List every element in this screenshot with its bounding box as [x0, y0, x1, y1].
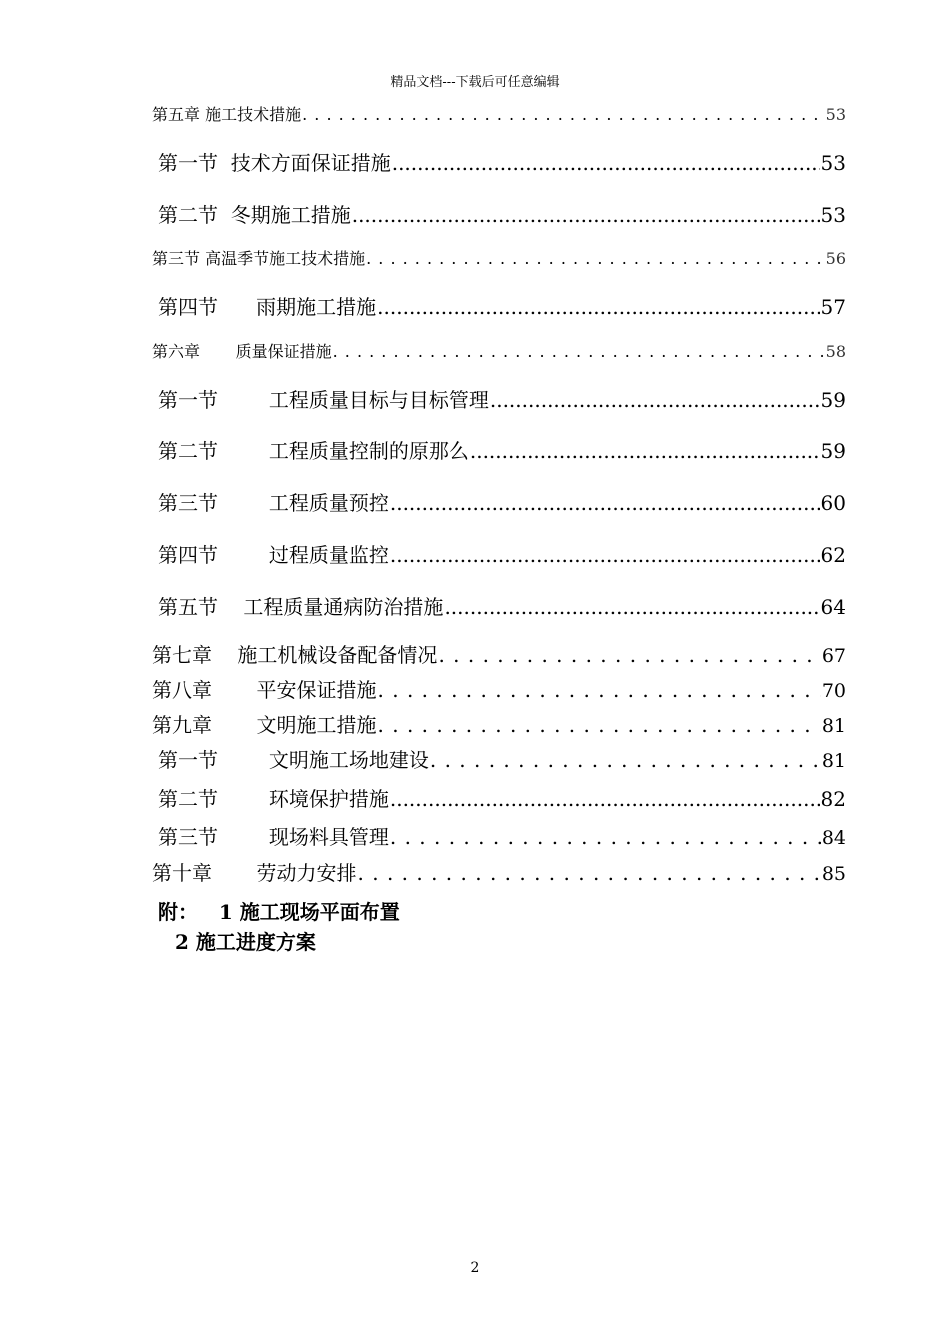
toc-leader-dots	[352, 203, 820, 227]
toc-leader-dots	[470, 439, 820, 463]
toc-entry-label: 第四节 雨期施工措施	[158, 295, 377, 319]
appendix-line-2: 2 施工进度方案	[175, 930, 316, 954]
page-header: 精品文档---下载后可任意编辑	[390, 75, 560, 90]
toc-leader-dots	[378, 713, 821, 737]
toc-entry-label: 第四节 过程质量监控	[158, 543, 389, 567]
toc-entry[interactable]	[152, 674, 846, 703]
toc-entry-label: 第九章 文明施工措施	[152, 713, 377, 737]
toc-entry-label: 第一节 技术方面保证措施	[158, 151, 391, 175]
toc-entry-label: 第二节 环境保护措施	[158, 787, 389, 811]
toc-entry-label: 第十章 劳动力安排	[152, 861, 357, 885]
page-number: 2	[470, 1260, 480, 1276]
toc-entry[interactable]	[158, 821, 846, 850]
toc-entry[interactable]	[158, 435, 846, 464]
toc-entry-page: 62	[820, 543, 846, 567]
toc-entry-label: 第五节 工程质量通病防治措施	[158, 595, 444, 619]
toc-leader-dots	[390, 825, 821, 849]
toc-entry-page: 59	[820, 388, 846, 412]
toc-entry-page: 84	[821, 827, 846, 849]
toc-entry[interactable]	[152, 339, 846, 362]
toc-entry-label: 第六章 质量保证措施	[152, 342, 332, 361]
toc-leader-dots	[358, 861, 821, 885]
toc-entry-page: 58	[825, 342, 846, 361]
toc-entry[interactable]	[158, 384, 846, 413]
toc-entry-page: 53	[820, 203, 846, 227]
toc-entry[interactable]	[158, 744, 846, 773]
toc-entry-page: 53	[825, 105, 846, 124]
toc-entry-label: 第八章 平安保证措施	[152, 678, 377, 702]
toc-entry-page: 85	[821, 863, 846, 885]
toc-entry-label: 第二节 工程质量控制的原那么	[158, 439, 469, 463]
toc-leader-dots	[490, 388, 820, 412]
toc-entry-label: 第五章 施工技术措施	[152, 105, 302, 124]
toc-entry-page: 64	[820, 595, 846, 619]
toc-entry-page: 60	[820, 491, 846, 515]
toc-entry[interactable]	[158, 591, 846, 620]
appendix-line-1: 附： 1 施工现场平面布置	[158, 900, 400, 924]
toc-leader-dots	[444, 595, 819, 619]
toc-entry[interactable]	[158, 199, 846, 228]
toc-entry-page: 59	[820, 439, 846, 463]
toc-entry-label: 第一节 文明施工场地建设	[158, 748, 429, 772]
toc-leader-dots	[366, 249, 825, 268]
toc-leader-dots	[378, 678, 821, 702]
toc-leader-dots	[377, 295, 819, 319]
toc-entry[interactable]	[152, 639, 846, 668]
toc-entry-label: 第三节 工程质量预控	[158, 491, 389, 515]
toc-entry-page: 67	[821, 645, 846, 667]
toc-leader-dots	[390, 491, 820, 515]
toc-entry[interactable]	[158, 783, 846, 812]
toc-entry-label: 第三节 高温季节施工技术措施	[152, 249, 366, 268]
toc-entry-label: 第一节 工程质量目标与目标管理	[158, 388, 489, 412]
toc-entry[interactable]	[152, 246, 846, 269]
toc-entry-label: 第三节 现场料具管理	[158, 825, 389, 849]
toc-entry-label: 第七章 施工机械设备配备情况	[152, 643, 438, 667]
toc-leader-dots	[390, 787, 820, 811]
toc-entry[interactable]	[158, 291, 846, 320]
toc-entry[interactable]	[152, 857, 846, 886]
toc-entry[interactable]	[158, 147, 846, 176]
toc-entry-page: 56	[825, 249, 846, 268]
toc-entry-page: 57	[820, 295, 846, 319]
toc-leader-dots	[333, 342, 825, 361]
toc-entry[interactable]	[158, 487, 846, 516]
toc-entry-label: 第二节 冬期施工措施	[158, 203, 351, 227]
toc-entry-page: 82	[820, 787, 846, 811]
toc-leader-dots	[390, 543, 820, 567]
toc-entry-page: 70	[821, 680, 846, 702]
toc-entry[interactable]	[152, 709, 846, 738]
toc-entry[interactable]	[152, 102, 846, 125]
toc-leader-dots	[430, 748, 821, 772]
toc-entry-page: 53	[820, 151, 846, 175]
toc-leader-dots	[302, 105, 825, 124]
toc-leader-dots	[392, 151, 820, 175]
toc-leader-dots	[438, 643, 820, 667]
toc-entry-page: 81	[821, 715, 846, 737]
toc-entry[interactable]	[158, 539, 846, 568]
toc-entry-page: 81	[821, 750, 846, 772]
